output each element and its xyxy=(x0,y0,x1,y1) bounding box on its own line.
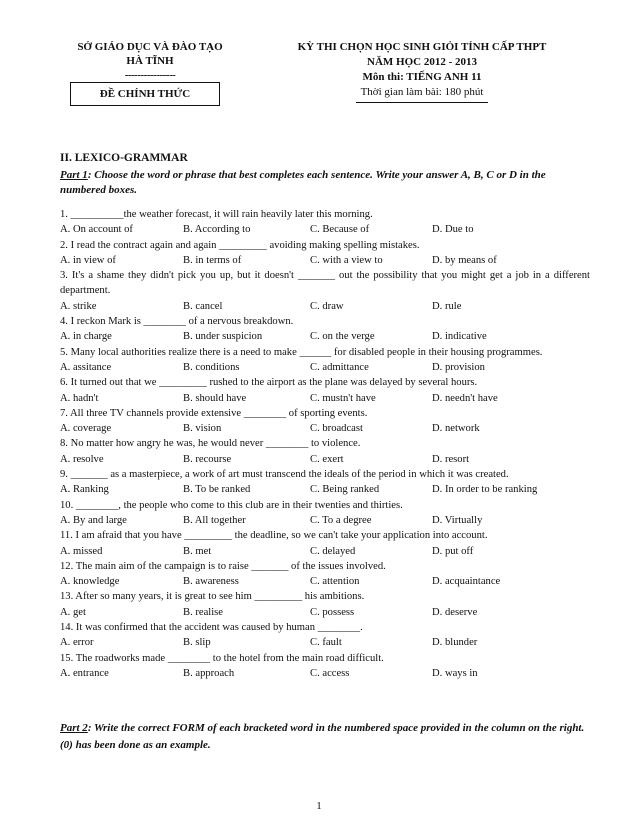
answer-option: A. in charge xyxy=(60,331,112,343)
answer-option: B. in terms of xyxy=(183,254,242,266)
answer-option: A. hadn't xyxy=(60,392,99,404)
answer-option: C. draw xyxy=(310,300,344,312)
official-exam-badge: ĐỀ CHÍNH THỨC xyxy=(70,82,220,106)
exam-header xyxy=(262,40,582,103)
question-text: 6. It turned out that we _________ rushed to the airport as the plane was delayed by several hours. xyxy=(60,377,478,389)
answer-option: C. delayed xyxy=(310,545,356,557)
answer-option: C. attention xyxy=(310,576,360,588)
answer-option: C. fault xyxy=(310,637,342,649)
answer-options xyxy=(60,360,590,375)
question-text: 2. I read the contract again and again _________ avoiding making spelling mistakes. xyxy=(60,239,420,251)
answer-option: C. Being ranked xyxy=(310,484,380,496)
answer-option: D. resort xyxy=(432,453,470,465)
question-text: 15. The roadworks made ________ to the hotel from the main road difficult. xyxy=(60,652,384,664)
answer-options xyxy=(60,452,590,467)
answer-option: B. slip xyxy=(183,637,211,649)
answer-option: D. provision xyxy=(432,361,485,373)
answer-option: B. met xyxy=(183,545,212,557)
header-divider: ---------------- xyxy=(124,69,176,81)
header-underline xyxy=(356,102,488,103)
answer-option: B. According to xyxy=(183,224,251,236)
answer-options xyxy=(60,635,590,650)
answer-option: D. Due to xyxy=(432,224,474,236)
subject: Môn thi: TIẾNG ANH 11 xyxy=(362,71,482,83)
answer-option: A. By and large xyxy=(60,514,127,526)
school-year: NĂM HỌC 2012 - 2013 xyxy=(367,56,477,68)
answer-option: A. assitance xyxy=(60,361,112,373)
part2-instruction xyxy=(60,720,585,754)
question-text: 9. _______ as a masterpiece, a work of art must transcend the ideals of the period in which it was created. xyxy=(60,469,509,481)
answer-option: C. possess xyxy=(310,606,355,618)
answer-option: D. by means of xyxy=(432,254,497,266)
answer-options xyxy=(60,605,590,620)
question-text: 13. After so many years, it is great to see him _________ his ambitions. xyxy=(60,591,365,603)
question-text: 7. All three TV channels provide extensive ________ of sporting events. xyxy=(60,407,368,419)
part2-instruction-text: : Write the correct FORM of each bracketed word in the numbered space provided in the column on the right. (0) has been done as an example. xyxy=(60,722,585,751)
question-text: 12. The main aim of the campaign is to raise _______ of the issues involved. xyxy=(60,560,386,572)
page-number: 1 xyxy=(316,800,322,812)
answer-option: C. broadcast xyxy=(310,423,363,435)
answer-options xyxy=(60,222,590,237)
answer-option: D. put off xyxy=(432,545,474,557)
question-text: 5. Many local authorities realize there is a need to make ______ for disabled people in their housing programmes. xyxy=(60,346,543,358)
answer-options xyxy=(60,421,590,436)
answer-option: D. Virtually xyxy=(432,514,483,526)
department-name: SỞ GIÁO DỤC VÀ ĐÀO TẠO xyxy=(77,41,223,53)
part1-instruction xyxy=(60,168,580,198)
answer-option: C. on the verge xyxy=(310,331,375,343)
answer-option: A. entrance xyxy=(60,667,109,679)
answer-option: D. rule xyxy=(432,300,462,312)
answer-option: D. blunder xyxy=(432,637,478,649)
answer-option: A. resolve xyxy=(60,453,104,465)
answer-options xyxy=(60,329,590,344)
answer-option: B. awareness xyxy=(183,576,239,588)
answer-option: B. vision xyxy=(183,423,222,435)
answer-option: B. should have xyxy=(183,392,247,404)
answer-options xyxy=(60,544,590,559)
question-text: 1. __________the weather forecast, it will rain heavily later this morning. xyxy=(60,209,373,220)
answer-option: A. On account of xyxy=(60,224,133,236)
question-list xyxy=(60,207,590,681)
answer-option: D. indicative xyxy=(432,331,487,343)
answer-option: B. cancel xyxy=(183,300,223,312)
question-text: 14. It was confirmed that the accident was caused by human ________. xyxy=(60,622,363,634)
answer-option: B. recourse xyxy=(183,453,232,465)
question-text: 8. No matter how angry he was, he would never ________ to violence. xyxy=(60,438,361,450)
question-text: 10. ________, the people who come to this club are in their twenties and thirties. xyxy=(60,499,403,511)
part1-label: Part 1 xyxy=(60,169,88,181)
answer-option: D. deserve xyxy=(432,606,478,618)
answer-option: B. approach xyxy=(183,667,235,679)
answer-option: A. missed xyxy=(60,545,103,557)
question-text: 4. I reckon Mark is ________ of a nervous breakdown. xyxy=(60,316,294,328)
time-allowed: Thời gian làm bài: 180 phút xyxy=(360,86,484,98)
answer-options xyxy=(60,299,590,314)
question-text: 11. I am afraid that you have _________ the deadline, so we can't take your application into account. xyxy=(60,530,488,542)
answer-option: C. Because of xyxy=(310,224,370,236)
answer-option: C. with a view to xyxy=(310,254,383,266)
answer-options xyxy=(60,666,590,681)
answer-option: D. In order to be ranking xyxy=(432,484,538,496)
answer-options xyxy=(60,513,590,528)
section-title: II. LEXICO-GRAMMAR xyxy=(60,152,188,164)
answer-option: C. To a degree xyxy=(310,514,372,526)
answer-option: A. error xyxy=(60,637,94,649)
exam-title: KỲ THI CHỌN HỌC SINH GIỎI TỈNH CẤP THPT xyxy=(297,41,547,53)
part1-instruction-text: : Choose the word or phrase that best completes each sentence. Write your answer A, B, C or D in the numbered boxes. xyxy=(60,169,546,196)
answer-option: A. coverage xyxy=(60,423,112,435)
province-name: HÀ TĨNH xyxy=(126,55,174,67)
answer-option: A. in view of xyxy=(60,254,116,266)
answer-option: D. network xyxy=(432,423,480,435)
question-text: 3. It's a shame they didn't pick you up, but it doesn't _______ out the possibility that you might get a job in a different department. xyxy=(60,270,590,297)
answer-option: D. acquaintance xyxy=(432,576,501,588)
answer-option: C. admittance xyxy=(310,361,369,373)
answer-options xyxy=(60,482,590,497)
answer-option: A. Ranking xyxy=(60,484,109,496)
answer-options xyxy=(60,253,590,268)
answer-option: B. realise xyxy=(183,606,224,618)
answer-option: A. knowledge xyxy=(60,576,120,588)
part2-label: Part 2 xyxy=(60,722,88,734)
answer-options xyxy=(60,574,590,589)
answer-option: B. under suspicion xyxy=(183,331,263,343)
answer-option: D. needn't have xyxy=(432,392,498,404)
answer-option: B. All together xyxy=(183,514,246,526)
answer-option: C. access xyxy=(310,667,350,679)
answer-option: A. get xyxy=(60,606,86,618)
department-header xyxy=(50,40,250,82)
answer-option: B. conditions xyxy=(183,361,240,373)
answer-option: C. mustn't have xyxy=(310,392,376,404)
answer-option: C. exert xyxy=(310,453,344,465)
answer-option: A. strike xyxy=(60,300,97,312)
answer-options xyxy=(60,391,590,406)
answer-option: B. To be ranked xyxy=(183,484,251,496)
answer-option: D. ways in xyxy=(432,667,478,679)
